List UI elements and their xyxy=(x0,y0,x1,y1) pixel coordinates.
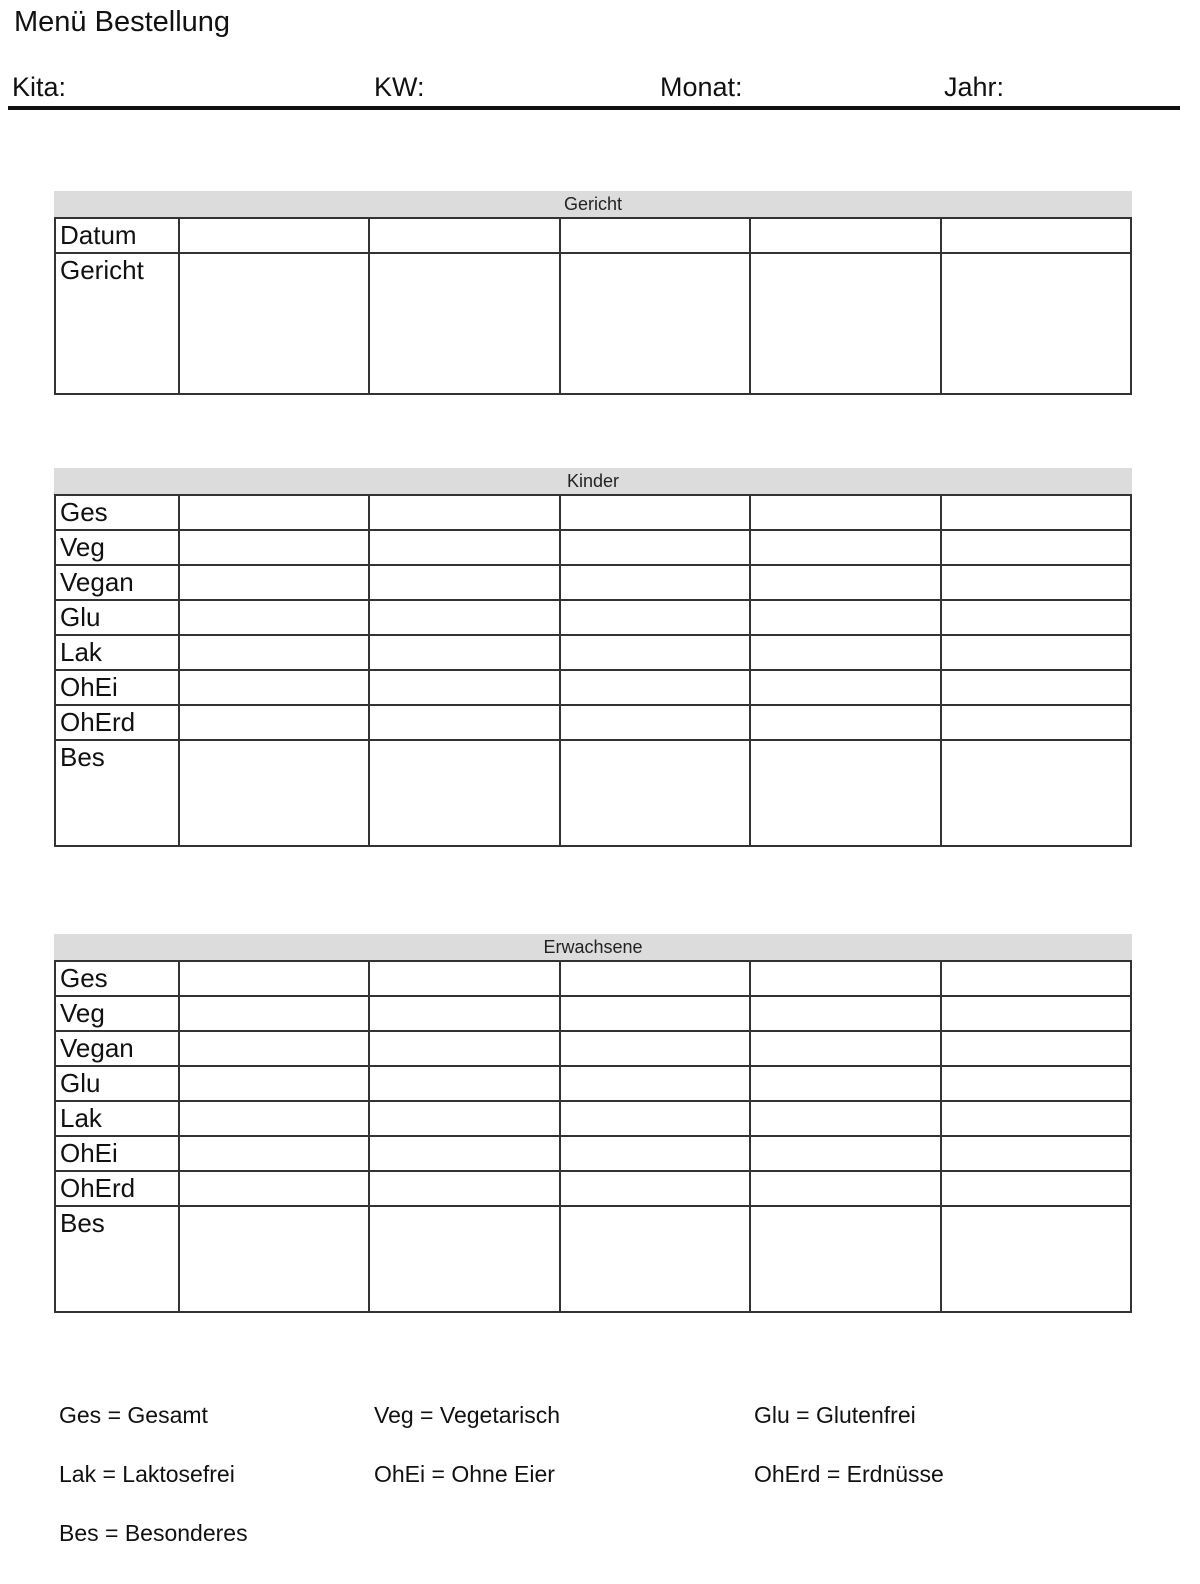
row-label: OhErd xyxy=(55,705,179,740)
table-cell[interactable] xyxy=(941,218,1131,253)
table-cell[interactable] xyxy=(369,1171,559,1206)
table-cell[interactable] xyxy=(369,1206,559,1312)
legend-ges: Ges = Gesamt xyxy=(59,1402,208,1428)
table-cell[interactable] xyxy=(750,1031,940,1066)
table-cell[interactable] xyxy=(560,961,750,996)
section-title-erwachsene: Erwachsene xyxy=(54,934,1132,960)
gericht-grid xyxy=(54,217,1132,395)
table-cell[interactable] xyxy=(750,495,940,530)
table-row xyxy=(55,1031,1131,1066)
table-cell[interactable] xyxy=(369,635,559,670)
table-cell[interactable] xyxy=(750,1206,940,1312)
table-cell[interactable] xyxy=(750,1101,940,1136)
table-row xyxy=(55,996,1131,1031)
table-cell[interactable] xyxy=(560,565,750,600)
table-row xyxy=(55,670,1131,705)
erwachsene-grid xyxy=(54,960,1132,1313)
table-cell[interactable] xyxy=(750,1171,940,1206)
table-cell[interactable] xyxy=(369,565,559,600)
table-cell[interactable] xyxy=(560,530,750,565)
table-cell[interactable] xyxy=(179,961,369,996)
table-cell[interactable] xyxy=(750,253,940,394)
table-cell[interactable] xyxy=(560,740,750,846)
table-row xyxy=(55,740,1131,846)
table-cell[interactable] xyxy=(750,705,940,740)
row-label: OhEi xyxy=(55,1136,179,1171)
table-cell[interactable] xyxy=(750,670,940,705)
legend-lak: Lak = Laktosefrei xyxy=(59,1461,235,1487)
table-cell[interactable] xyxy=(179,996,369,1031)
table-cell[interactable] xyxy=(941,600,1131,635)
table-row xyxy=(55,1066,1131,1101)
legend-oherd: OhErd = Erdnüsse xyxy=(754,1461,944,1487)
table-cell[interactable] xyxy=(179,1136,369,1171)
table-cell[interactable] xyxy=(941,530,1131,565)
table-cell[interactable] xyxy=(369,218,559,253)
table-cell[interactable] xyxy=(560,495,750,530)
table-cell[interactable] xyxy=(941,961,1131,996)
table-cell[interactable] xyxy=(179,1031,369,1066)
row-label: Lak xyxy=(55,1101,179,1136)
kinder-grid xyxy=(54,494,1132,847)
table-cell[interactable] xyxy=(941,1136,1131,1171)
legend-ohei: OhEi = Ohne Eier xyxy=(374,1461,555,1487)
page-title: Menü Bestellung xyxy=(14,6,231,38)
table-cell[interactable] xyxy=(369,600,559,635)
table-cell[interactable] xyxy=(941,740,1131,846)
table-cell[interactable] xyxy=(560,1031,750,1066)
table-cell[interactable] xyxy=(941,565,1131,600)
table-cell[interactable] xyxy=(560,1066,750,1101)
table-row xyxy=(55,705,1131,740)
table-cell[interactable] xyxy=(750,600,940,635)
row-label: Bes xyxy=(55,740,179,846)
legend-bes: Bes = Besonderes xyxy=(59,1520,248,1546)
table-row xyxy=(55,1136,1131,1171)
table-cell[interactable] xyxy=(560,1101,750,1136)
table-row xyxy=(55,1206,1131,1312)
row-label: Gericht xyxy=(55,253,179,394)
table-cell[interactable] xyxy=(179,218,369,253)
table-cell[interactable] xyxy=(369,495,559,530)
table-cell[interactable] xyxy=(560,705,750,740)
row-label: Datum xyxy=(55,218,179,253)
row-label: Glu xyxy=(55,600,179,635)
table-row xyxy=(55,635,1131,670)
table-cell[interactable] xyxy=(369,961,559,996)
row-label: Vegan xyxy=(55,565,179,600)
table-row xyxy=(55,218,1131,253)
table-cell[interactable] xyxy=(369,740,559,846)
table-cell[interactable] xyxy=(750,635,940,670)
table-row xyxy=(55,495,1131,530)
table-cell[interactable] xyxy=(560,218,750,253)
table-cell[interactable] xyxy=(179,495,369,530)
row-label: Lak xyxy=(55,635,179,670)
table-cell[interactable] xyxy=(179,565,369,600)
legend-veg: Veg = Vegetarisch xyxy=(374,1402,561,1428)
table-cell[interactable] xyxy=(941,495,1131,530)
table-cell[interactable] xyxy=(750,1136,940,1171)
row-label: Veg xyxy=(55,996,179,1031)
table-cell[interactable] xyxy=(750,565,940,600)
table-cell[interactable] xyxy=(179,600,369,635)
table-cell[interactable] xyxy=(941,635,1131,670)
table-row xyxy=(55,565,1131,600)
table-cell[interactable] xyxy=(369,1101,559,1136)
table-cell[interactable] xyxy=(179,705,369,740)
table-cell[interactable] xyxy=(941,996,1131,1031)
row-label: Veg xyxy=(55,530,179,565)
table-cell[interactable] xyxy=(560,670,750,705)
table-cell[interactable] xyxy=(750,218,940,253)
table-cell[interactable] xyxy=(369,530,559,565)
table-cell[interactable] xyxy=(560,1206,750,1312)
table-cell[interactable] xyxy=(179,253,369,394)
table-cell[interactable] xyxy=(941,1171,1131,1206)
table-cell[interactable] xyxy=(369,1031,559,1066)
field-kita[interactable]: Kita: xyxy=(12,72,67,102)
table-cell[interactable] xyxy=(179,1171,369,1206)
row-label: Bes xyxy=(55,1206,179,1312)
field-jahr[interactable]: Jahr: xyxy=(944,72,1005,102)
table-cell[interactable] xyxy=(941,670,1131,705)
table-cell[interactable] xyxy=(369,996,559,1031)
table-cell[interactable] xyxy=(941,705,1131,740)
table-cell[interactable] xyxy=(750,996,940,1031)
table-cell[interactable] xyxy=(750,740,940,846)
row-label: Glu xyxy=(55,1066,179,1101)
field-monat[interactable]: Monat: xyxy=(660,72,743,102)
table-cell[interactable] xyxy=(941,1066,1131,1101)
table-cell[interactable] xyxy=(179,670,369,705)
section-title-kinder: Kinder xyxy=(54,468,1132,494)
table-cell[interactable] xyxy=(179,635,369,670)
table-cell[interactable] xyxy=(750,530,940,565)
kinder-table xyxy=(54,468,1132,847)
table-cell[interactable] xyxy=(560,600,750,635)
table-cell[interactable] xyxy=(750,961,940,996)
field-kw[interactable]: KW: xyxy=(374,72,425,102)
row-label: Ges xyxy=(55,961,179,996)
table-cell[interactable] xyxy=(560,1171,750,1206)
table-row xyxy=(55,253,1131,394)
table-row xyxy=(55,1171,1131,1206)
gericht-table xyxy=(54,191,1132,395)
table-cell[interactable] xyxy=(941,1101,1131,1136)
table-cell[interactable] xyxy=(941,253,1131,394)
table-cell[interactable] xyxy=(941,1206,1131,1312)
header-rule xyxy=(8,106,1180,110)
table-cell[interactable] xyxy=(560,1136,750,1171)
row-label: Ges xyxy=(55,495,179,530)
row-label: OhErd xyxy=(55,1171,179,1206)
table-cell[interactable] xyxy=(179,1206,369,1312)
table-row xyxy=(55,600,1131,635)
row-label: Vegan xyxy=(55,1031,179,1066)
table-cell[interactable] xyxy=(369,705,559,740)
table-cell[interactable] xyxy=(179,1101,369,1136)
table-row xyxy=(55,1101,1131,1136)
row-label: OhEi xyxy=(55,670,179,705)
table-cell[interactable] xyxy=(560,996,750,1031)
table-cell[interactable] xyxy=(179,1066,369,1101)
table-cell[interactable] xyxy=(369,670,559,705)
table-cell[interactable] xyxy=(941,1031,1131,1066)
table-cell[interactable] xyxy=(179,530,369,565)
erwachsene-table xyxy=(54,934,1132,1313)
table-row xyxy=(55,961,1131,996)
table-cell[interactable] xyxy=(369,253,559,394)
table-cell[interactable] xyxy=(369,1136,559,1171)
table-row xyxy=(55,530,1131,565)
table-cell[interactable] xyxy=(179,740,369,846)
table-cell[interactable] xyxy=(750,1066,940,1101)
table-cell[interactable] xyxy=(560,253,750,394)
section-title-gericht: Gericht xyxy=(54,191,1132,217)
table-cell[interactable] xyxy=(369,1066,559,1101)
table-cell[interactable] xyxy=(560,635,750,670)
legend-glu: Glu = Glutenfrei xyxy=(754,1402,916,1428)
